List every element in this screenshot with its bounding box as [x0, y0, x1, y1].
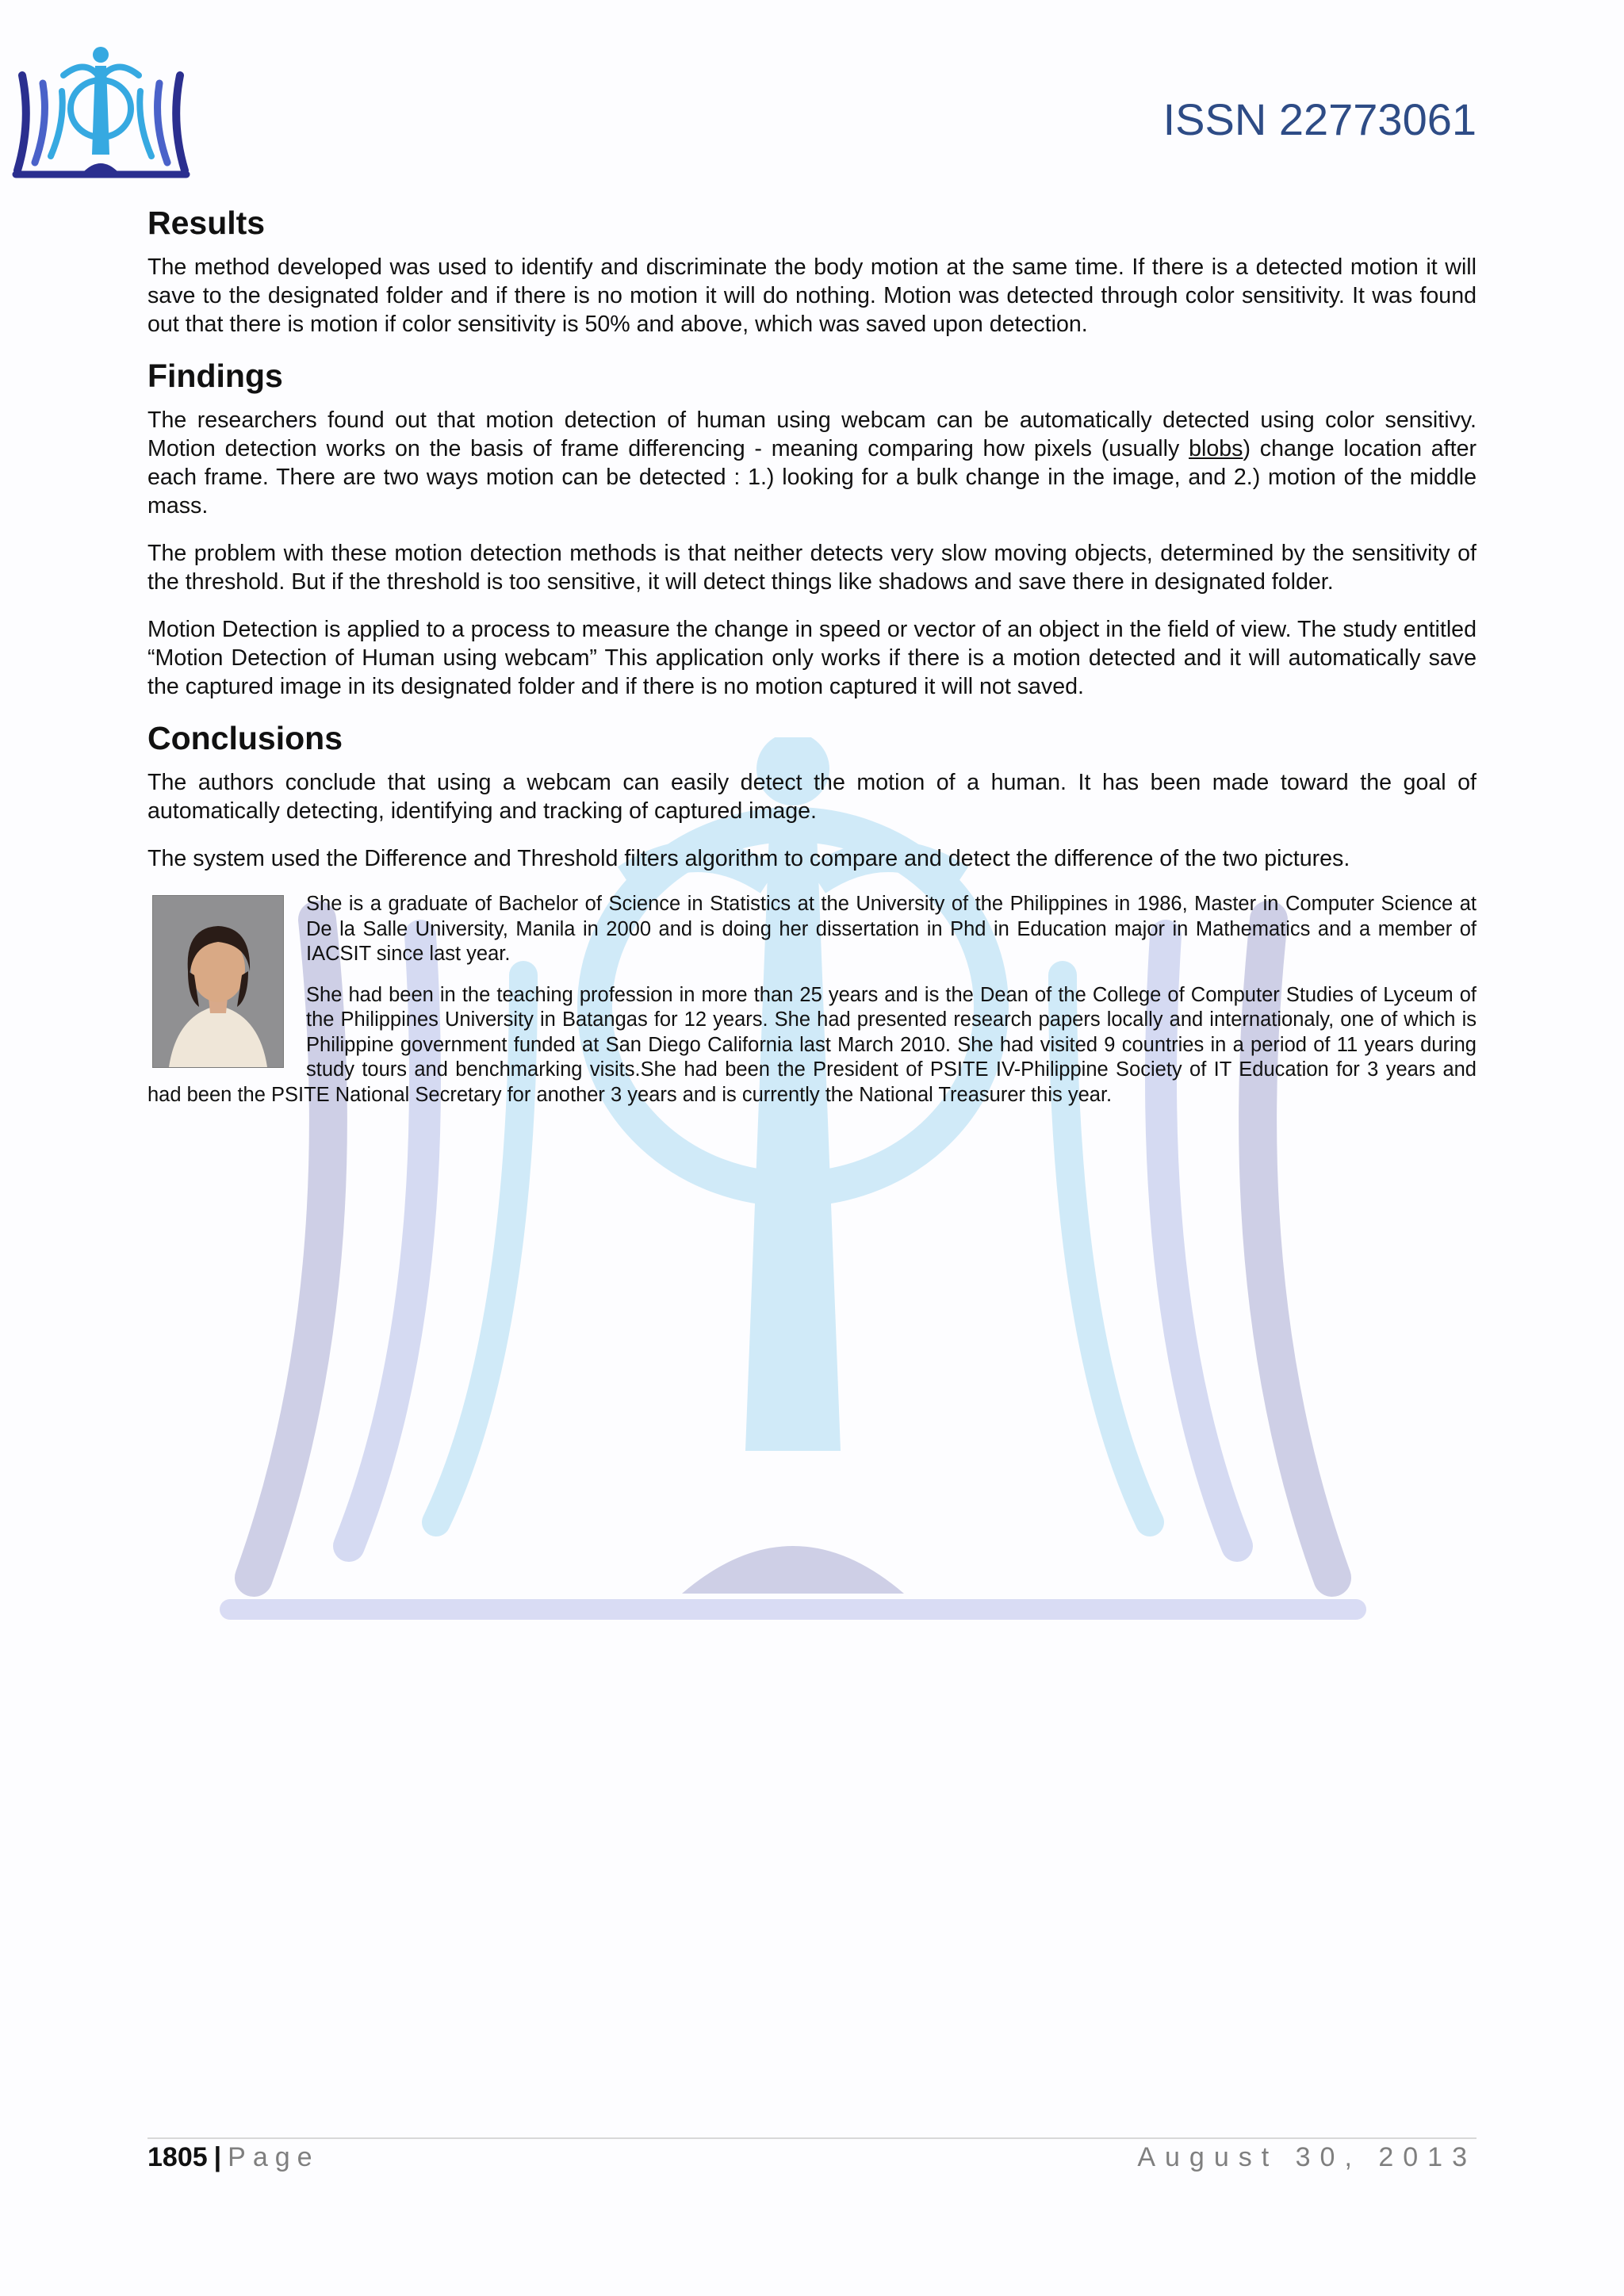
footer-page-info: [147, 2142, 320, 2173]
findings-heading: Findings: [147, 358, 283, 394]
results-heading: Results: [147, 205, 266, 241]
results-section: [147, 205, 1477, 339]
author-bio: [147, 892, 1477, 1108]
author-photo: [152, 895, 284, 1068]
findings-paragraph-2: The problem with these motion detection methods is that neither detects very slow moving objects, determined by the sensitivity of the threshold. But if the threshold is too sensitive, it will detect things like shadows and save there in designated folder.: [147, 541, 1477, 595]
journal-logo-icon: [8, 44, 194, 186]
publication-date: August 30, 2013: [1137, 2142, 1477, 2172]
conclusions-heading: Conclusions: [147, 720, 343, 756]
footer-separator: |: [213, 2142, 222, 2172]
findings-paragraph-3: Motion Detection is applied to a process to measure the change in speed or vector of an object in the field of view. The study entitled “Motion Detection of Human using webcam” This application only works if there is a motion detected and it will automatically save the captured image in its designated folder and if there is no motion captured it will not saved.: [147, 617, 1477, 699]
findings-section: [147, 358, 1477, 701]
page-label: Page: [228, 2142, 320, 2172]
footer-divider: [147, 2137, 1477, 2139]
results-paragraph: The method developed was used to identify and discriminate the body motion at the same time. If there is a detected motion it will save to the designated folder and if there is no motion it will do nothing. Motion was detected through color sensitivity. It was found out that there is motion if color sensitivity is 50% and above, which was saved upon detection.: [147, 254, 1477, 337]
page-number: 1805: [147, 2142, 208, 2172]
findings-p1-text-a: The researchers found out that motion detection of human using webcam can be automatically detected using color sensitivy. Motion detection works on the basis of frame differencing - meaning comparing how pixels (usually: [147, 408, 1477, 461]
conclusions-paragraph-1: The authors conclude that using a webcam can easily detect the motion of a human. It has been made toward the goal of automatically detecting, identifying and tracking of captured image.: [147, 770, 1477, 824]
blobs-link[interactable]: blobs: [1189, 436, 1243, 461]
conclusions-section: [147, 720, 1477, 873]
findings-p1-text-b: ) change location after each frame. There are two ways motion can be detected : 1.) looking for a bulk change in the image, and 2.) motion of the middle mass.: [147, 436, 1477, 519]
findings-paragraph-1: [147, 406, 1477, 520]
bio-paragraph-2: She had been in the teaching profession in more than 25 years and is the Dean of the College of Computer Studies of Lyceum of the Philippines University in Batangas for 12 years. She had presented research papers locally and internationaly, one of which is Philippine government funded at San Diego California last March 2010. She had visited 9 countries in a period of 11 years during study tours and benchmarking visits.She had been the President of PSITE IV-Philippine Society of IT Education for 3 years and had been the PSITE National Secretary for another 3 years and is currently the National Treasurer this year.: [147, 983, 1477, 1106]
issn-number: ISSN 22773061: [1162, 94, 1477, 144]
bio-paragraph-1: She is a graduate of Bachelor of Science in Statistics at the University of the Philippines in 1986, Master in Computer Science at De la Salle University, Manila in 2000 and is doing her dissertation in Phd in Education major in Mathematics and a member of IACSIT since last year.: [306, 893, 1477, 965]
conclusions-paragraph-2: The system used the Difference and Threshold filters algorithm to compare and detect the difference of the two pictures.: [147, 846, 1350, 871]
article-body: [147, 205, 1477, 1123]
